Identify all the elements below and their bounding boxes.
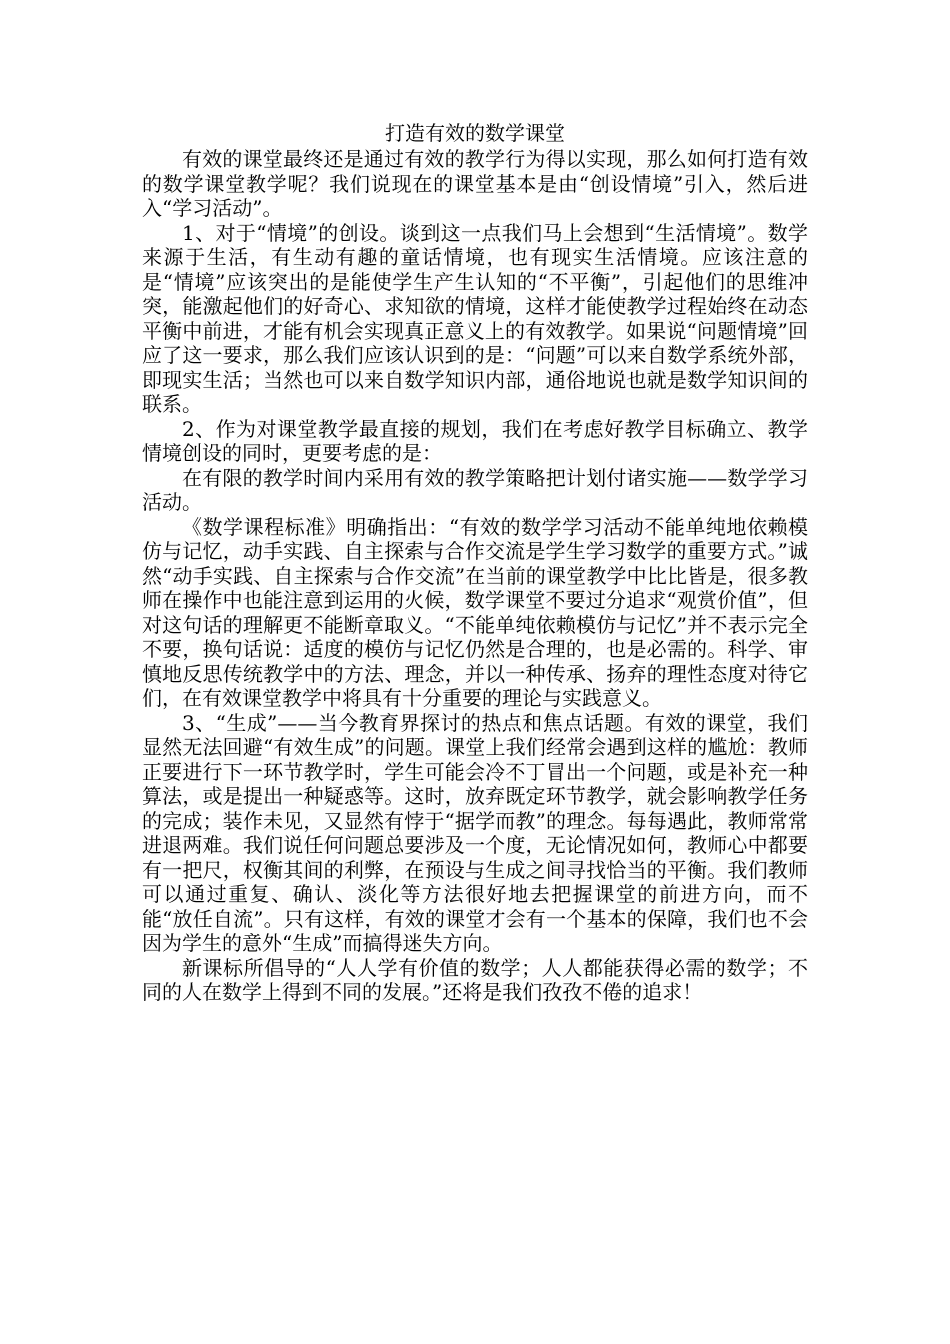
paragraph-generation: 3、“生成”——当今教育界探讨的热点和焦点话题。有效的课堂，我们显然无法回避“有效生成”的问题。课堂上我们经常会遇到这样的尴尬：教师正要进行下一环节教学时，学生可能会冷不丁冒出一个问题，或是补充一种算法，或是提出一种疑惑等。这时，放弃既定环节教学，就会影响教学任务的完成；装作未见，又显然有悖于“据学而教”的理念。每每遇此，教师常常进退两难。我们说任何问题总要涉及一个度，无论情况如何，教师心中都要有一把尺，权衡其间的利弊，在预设与生成之间寻找恰当的平衡。我们教师可以通过重复、确认、淡化等方法很好地去把握课堂的前进方向，而不能“放任自流”。只有这样，有效的课堂才会有一个基本的保障，我们也不会因为学生的意外“生成”而搞得迷失方向。: [142, 710, 808, 955]
paragraph-curriculum-standard: 《数学课程标准》明确指出：“有效的数学学习活动不能单纯地依赖模仿与记忆，动手实践、自主探索与合作交流是学生学习数学的重要方式。”诚然“动手实践、自主探索与合作交流”在当前的课堂教学中比比皆是，很多教师在操作中也能注意到运用的火候，数学课堂不要过分追求“观赏价值”，但对这句话的理解更不能断章取义。“不能单纯依赖模仿与记忆”并不表示完全不要，换句话说：适度的模仿与记忆仍然是合理的，也是必需的。科学、审慎地反思传统教学中的方法、理念，并以一种传承、扬弃的理性态度对待它们，在有效课堂教学中将具有十分重要的理论与实践意义。: [142, 514, 808, 710]
document-title: 打造有效的数学课堂: [385, 121, 565, 145]
paragraph-conclusion: 新课标所倡导的“人人学有价值的数学；人人都能获得必需的数学；不同的人在数学上得到不同的发展。”还将是我们孜孜不倦的追求！: [142, 955, 808, 1004]
document-page: [142, 120, 808, 1005]
paragraph-intro: 有效的课堂最终还是通过有效的教学行为得以实现，那么如何打造有效的数学课堂教学呢？我们说现在的课堂基本是由“创设情境”引入，然后进入“学习活动”。: [142, 147, 808, 220]
paragraph-strategy: 在有限的教学时间内采用有效的教学策略把计划付诸实施——数学学习活动。: [142, 465, 808, 514]
paragraph-planning: 2、作为对课堂教学最直接的规划，我们在考虑好教学目标确立、教学情境创设的同时，更要考虑的是：: [142, 416, 808, 465]
paragraph-situation: 1、对于“情境”的创设。谈到这一点我们马上会想到“生活情境”。数学来源于生活，有生动有趣的童话情境，也有现实生活情境。应该注意的是“情境”应该突出的是能使学生产生认知的“不平衡”，引起他们的思维冲突，能激起他们的好奇心、求知欲的情境，这样才能使教学过程始终在动态平衡中前进，才能有机会实现真正意义上的有效教学。如果说“问题情境”回应了这一要求，那么我们应该认识到的是：“问题”可以来自数学系统外部，即现实生活；当然也可以来自数学知识内部，通俗地说也就是数学知识间的联系。: [142, 220, 808, 416]
